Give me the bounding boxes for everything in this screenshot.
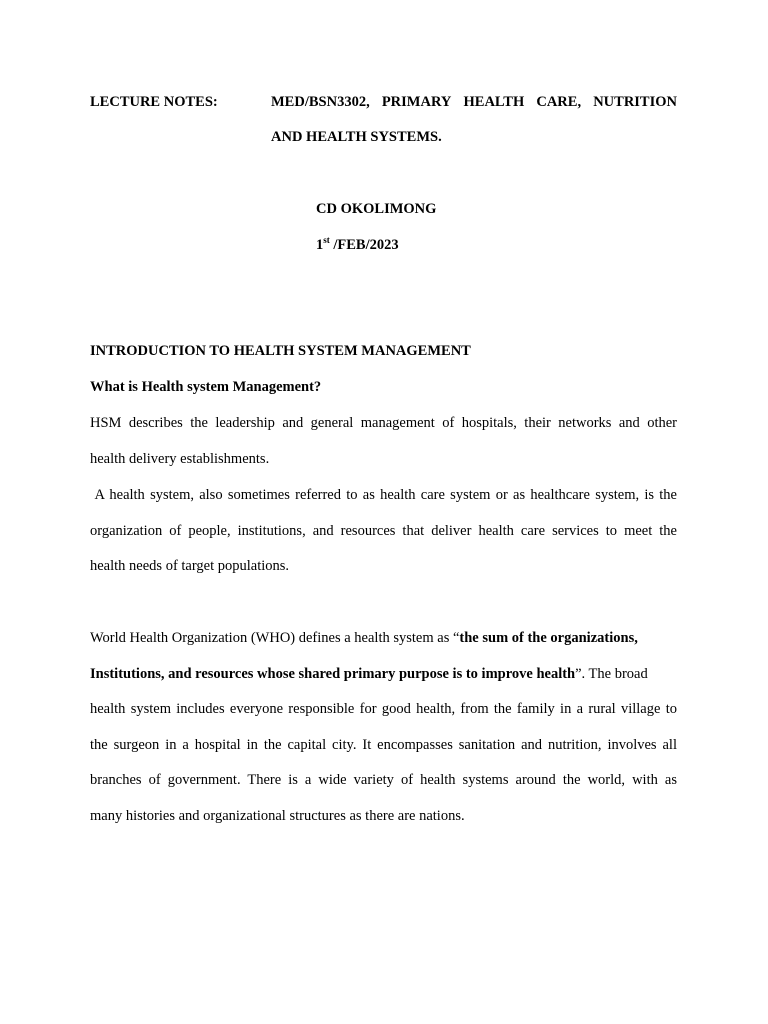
date-ordinal-suffix: st: [323, 235, 330, 245]
paragraph-line: branches of government. There is a wide variety of health systems around the world, with as: [90, 772, 677, 788]
course-word: MED/BSN3302,: [271, 94, 370, 110]
lecture-date: [316, 235, 399, 253]
course-title-line-1: [271, 95, 677, 110]
section-subheading: What is Health system Management?: [90, 379, 322, 395]
paragraph-line: [90, 665, 677, 683]
who-quote-part-1: the sum of the organizations,: [459, 630, 638, 646]
paragraph-line: [90, 629, 677, 647]
course-word: PRIMARY: [381, 94, 452, 110]
who-intro-text: World Health Organization (WHO) defines a health system as “: [90, 630, 460, 646]
paragraph-line: health system includes everyone responsible for good health, from the family in a rural village to: [90, 701, 677, 717]
paragraph-line: HSM describes the leadership and general management of hospitals, their networks and other: [90, 415, 677, 431]
paragraph-line: health delivery establishments.: [90, 451, 270, 467]
section-heading: INTRODUCTION TO HEALTH SYSTEM MANAGEMENT: [90, 343, 471, 359]
date-day: 1: [316, 237, 324, 253]
author-name: CD OKOLIMONG: [316, 201, 437, 217]
paragraph-line: many histories and organizational structures as there are nations.: [90, 808, 465, 824]
lecture-notes-label: LECTURE NOTES:: [90, 94, 218, 110]
paragraph-line: health needs of target populations.: [90, 558, 290, 574]
course-word: HEALTH: [463, 94, 525, 110]
paragraph-line: the surgeon in a hospital in the capital city. It encompasses sanitation and nutrition, involves all: [90, 737, 677, 753]
health-system-paragraph: [90, 486, 677, 574]
who-quote-part-2: Institutions, and resources whose shared primary purpose is to improve health: [90, 666, 576, 682]
course-word: CARE,: [536, 94, 582, 110]
date-rest: /FEB/2023: [329, 237, 399, 253]
course-title-line-2: AND HEALTH SYSTEMS.: [271, 129, 442, 145]
who-continuation-text: ”. The broad: [575, 666, 648, 682]
paragraph-line: A health system, also sometimes referred to as health care system or as healthcare system, is the: [90, 487, 677, 503]
paragraph-line: organization of people, institutions, and resources that deliver health care services to meet the: [90, 523, 677, 539]
course-word: NUTRITION: [593, 94, 677, 110]
